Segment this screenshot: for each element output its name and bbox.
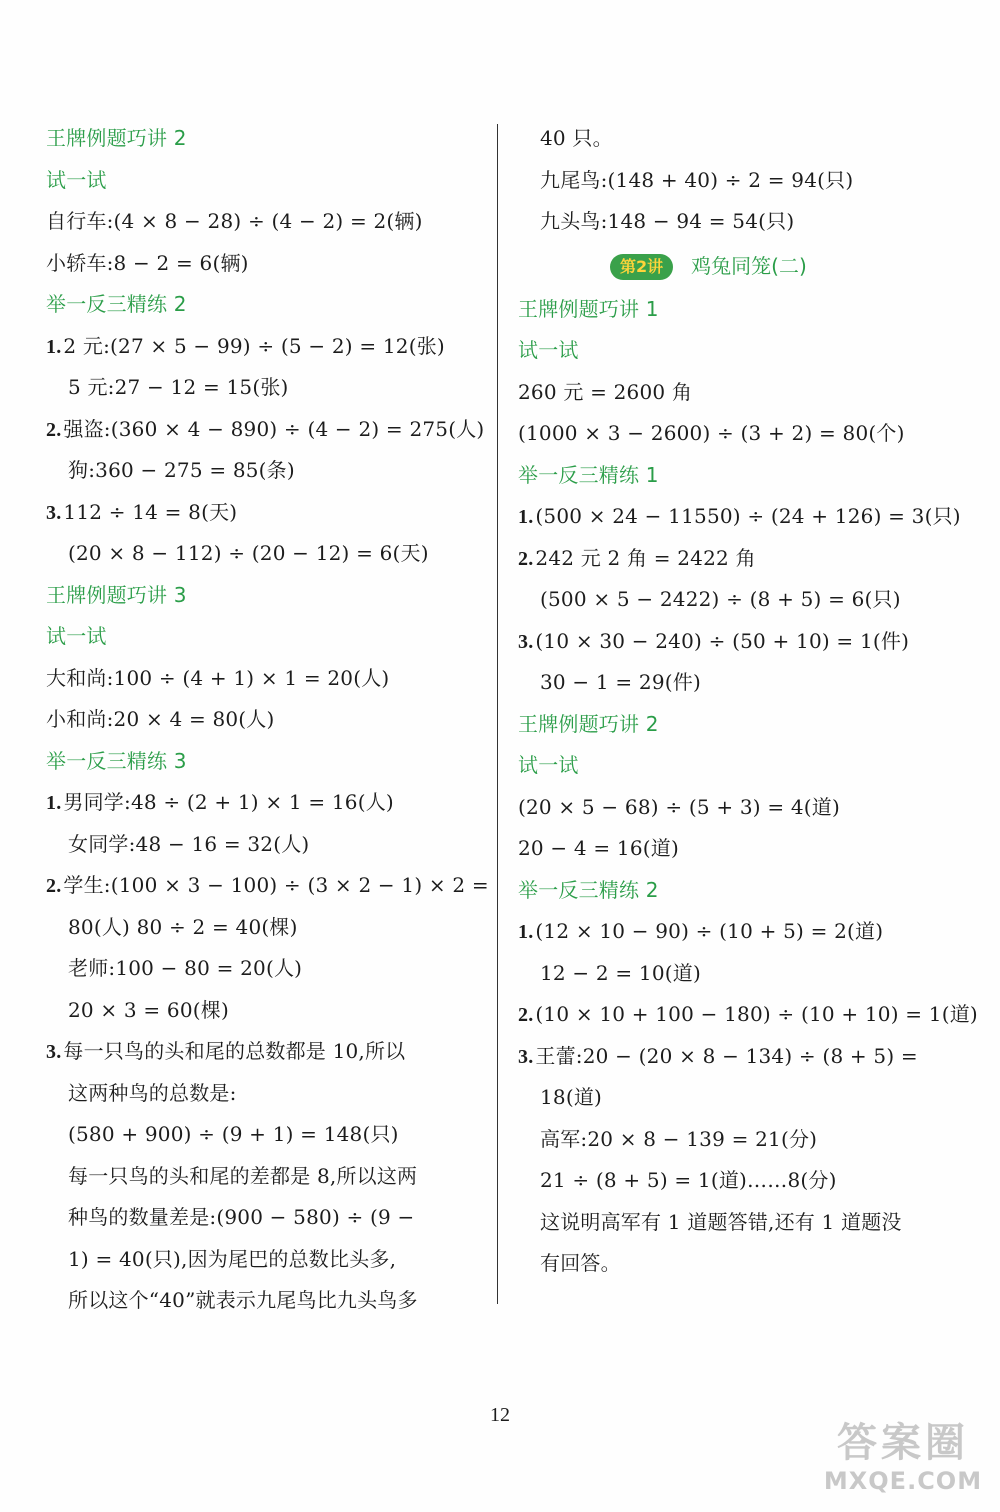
answer-line: (1000 × 3 − 2600) ÷ (3 + 2) = 80(个) xyxy=(518,421,905,445)
item-number: 3. xyxy=(518,630,534,653)
answer-line: (20 × 8 − 112) ÷ (20 − 12) = 6(天) xyxy=(68,541,429,565)
answer-line: 自行车:(4 × 8 − 28) ÷ (4 − 2) = 2(辆) xyxy=(46,209,423,233)
answer-item xyxy=(518,1036,958,1078)
item-number: 2. xyxy=(518,1004,534,1026)
answer-item xyxy=(46,865,489,907)
answer-item xyxy=(518,496,961,538)
answer-line: 20 × 3 = 60(棵) xyxy=(68,997,229,1022)
section-heading: 王牌例题巧讲 2 xyxy=(46,126,187,150)
answer-line: 这两种鸟的总数是: xyxy=(68,1080,237,1105)
answer-line: 种鸟的数量差是:(900 − 580) ÷ (9 − xyxy=(68,1205,415,1229)
section-heading: 举一反三精练 3 xyxy=(46,748,187,773)
item-number: 2. xyxy=(46,875,62,897)
answer-line: 所以这个“40”就表示九尾鸟比九头鸟多 xyxy=(68,1288,418,1312)
answer-line: 20 − 4 = 16(道) xyxy=(518,836,679,860)
answer-line: 30 − 1 = 29(件) xyxy=(540,670,701,694)
subheading-try: 试一试 xyxy=(518,753,579,777)
page-number: 12 xyxy=(490,1404,510,1426)
answer-line: 女同学:48 − 16 = 32(人) xyxy=(68,831,310,856)
item-number: 3. xyxy=(46,1041,62,1063)
answer-item xyxy=(518,911,958,953)
answer-line: 小轿车:8 − 2 = 6(辆) xyxy=(46,250,249,275)
answer-line: 九尾鸟:(148 + 40) ÷ 2 = 94(只) xyxy=(540,167,854,192)
answer-line: 12 − 2 = 10(道) xyxy=(540,960,701,985)
item-number: 1. xyxy=(518,506,534,528)
answer-line: 有回答。 xyxy=(540,1251,621,1275)
section-heading: 王牌例题巧讲 3 xyxy=(46,582,187,607)
answer-text: 2 元:(27 × 5 − 99) ÷ (5 − 2) = 12(张) xyxy=(63,333,445,358)
column-divider xyxy=(497,124,498,1304)
answer-line: 40 只。 xyxy=(540,126,613,150)
answer-line: 老师:100 − 80 = 20(人) xyxy=(68,956,303,980)
subheading-try: 试一试 xyxy=(46,624,107,648)
right-column xyxy=(518,118,978,1285)
watermark-title: 答案圈 xyxy=(837,1420,969,1466)
answer-item xyxy=(46,782,486,824)
answer-line: 80(人) 80 ÷ 2 = 40(棵) xyxy=(68,914,298,939)
answer-text: 强盗:(360 × 4 − 890) ÷ (4 − 2) = 275(人) xyxy=(63,416,485,441)
answer-line: 九头鸟:148 − 94 = 54(只) xyxy=(540,209,795,233)
answer-line: 小和尚:20 × 4 = 80(人) xyxy=(46,707,275,731)
answer-text: 王蕾:20 − (20 × 8 − 134) ÷ (8 + 5) = xyxy=(535,1043,918,1068)
item-number: 1. xyxy=(46,792,62,814)
answer-line: 狗:360 − 275 = 85(条) xyxy=(68,458,295,482)
item-number: 2. xyxy=(518,547,534,570)
subheading-try: 试一试 xyxy=(518,338,579,362)
answer-text: (10 × 10 + 100 − 180) ÷ (10 + 10) = 1(道) xyxy=(535,1002,978,1026)
answer-item xyxy=(518,994,978,1036)
item-number: 3. xyxy=(46,501,62,524)
section-heading: 王牌例题巧讲 2 xyxy=(518,711,659,736)
item-number: 3. xyxy=(518,1045,534,1068)
answer-line: (20 × 5 − 68) ÷ (5 + 3) = 4(道) xyxy=(518,794,840,819)
answer-item xyxy=(46,409,486,451)
watermark-logo xyxy=(818,1420,988,1504)
answer-text: 242 元 2 角 = 2422 角 xyxy=(535,545,756,570)
section-heading: 王牌例题巧讲 1 xyxy=(518,296,659,321)
answer-line: 21 ÷ (8 + 5) = 1(道)……8(分) xyxy=(540,1168,837,1192)
answer-line: (580 + 900) ÷ (9 + 1) = 148(只) xyxy=(68,1122,399,1146)
answer-line: 5 元:27 − 12 = 15(张) xyxy=(68,375,289,399)
chapter-name: 鸡兔同笼(二) xyxy=(691,253,807,278)
item-number: 1. xyxy=(46,335,62,358)
answer-line: (500 × 5 − 2422) ÷ (8 + 5) = 6(只) xyxy=(540,587,901,611)
left-column xyxy=(46,118,489,1322)
answer-text: 每一只鸟的头和尾的总数都是 10,所以 xyxy=(63,1039,406,1063)
answer-item xyxy=(518,538,958,580)
answer-line: 每一只鸟的头和尾的差都是 8,所以这两 xyxy=(68,1163,418,1188)
answer-text: 男同学:48 ÷ (2 + 1) × 1 = 16(人) xyxy=(63,790,394,814)
section-heading: 举一反三精练 2 xyxy=(518,877,659,902)
subheading-try: 试一试 xyxy=(46,167,107,192)
item-number: 1. xyxy=(518,921,534,943)
answer-line: 18(道) xyxy=(540,1085,603,1109)
answer-line: 260 元 = 2600 角 xyxy=(518,379,693,404)
answer-line: 1) = 40(只),因为尾巴的总数比头多, xyxy=(68,1246,397,1271)
chapter-title xyxy=(518,243,958,289)
answer-line: 这说明高军有 1 道题答错,还有 1 道题没 xyxy=(540,1209,902,1234)
section-heading: 举一反三精练 1 xyxy=(518,462,659,487)
answer-text: 112 ÷ 14 = 8(天) xyxy=(63,499,238,524)
answer-line: 大和尚:100 ÷ (4 + 1) × 1 = 20(人) xyxy=(46,665,390,690)
watermark-url: MXQE.COM xyxy=(823,1467,983,1495)
answer-item xyxy=(46,326,486,368)
answer-text: (500 × 24 − 11550) ÷ (24 + 126) = 3(只) xyxy=(535,504,961,528)
answer-text: 学生:(100 × 3 − 100) ÷ (3 × 2 − 1) × 2 = xyxy=(63,873,489,897)
answer-text: (10 × 30 − 240) ÷ (50 + 10) = 1(件) xyxy=(535,628,910,653)
item-number: 2. xyxy=(46,418,62,441)
answer-item xyxy=(518,621,958,663)
answer-line: 高军:20 × 8 − 139 = 21(分) xyxy=(540,1126,818,1151)
chapter-badge: 第2讲 xyxy=(610,254,673,280)
section-heading: 举一反三精练 2 xyxy=(46,292,187,316)
answer-text: (12 × 10 − 90) ÷ (10 + 5) = 2(道) xyxy=(535,919,884,943)
answer-item xyxy=(46,1031,486,1073)
answer-item xyxy=(46,492,486,534)
